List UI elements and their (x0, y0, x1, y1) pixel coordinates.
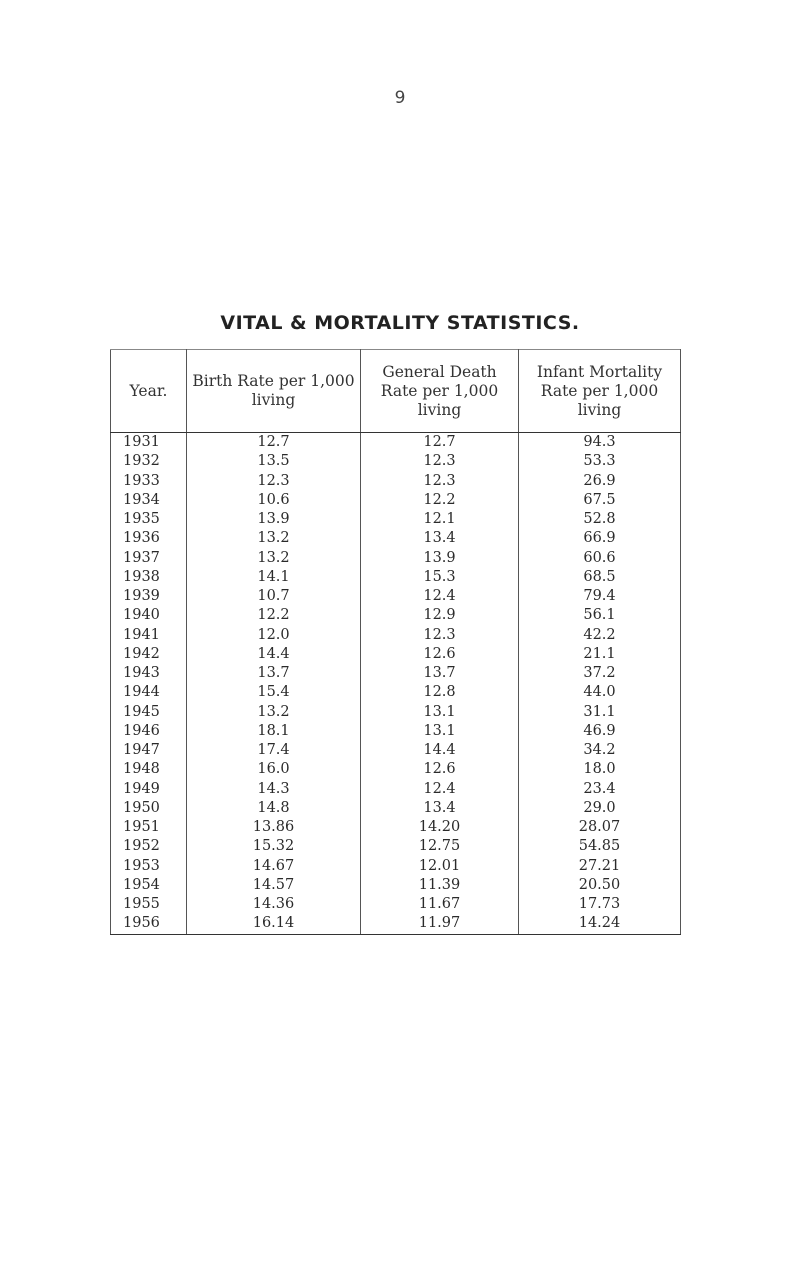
cell-infant-mortality: 21.1 (519, 645, 681, 664)
cell-death-rate: 12.1 (361, 510, 519, 529)
cell-death-rate: 11.97 (361, 914, 519, 934)
cell-year: 1948 (123, 761, 160, 778)
cell-death-rate: 14.4 (361, 741, 519, 760)
cell-infant-mortality: 54.85 (519, 837, 681, 856)
cell-death-rate: 12.3 (361, 452, 519, 471)
cell-birth-rate: 17.4 (187, 741, 361, 760)
table-row (111, 568, 681, 587)
cell-infant-mortality: 66.9 (519, 529, 681, 548)
cell-infant-mortality: 20.50 (519, 876, 681, 895)
cell-birth-rate: 14.3 (187, 780, 361, 799)
cell-year: 1943 (123, 665, 160, 681)
cell-year: 1949 (123, 780, 160, 797)
cell-birth-rate: 12.2 (187, 606, 361, 625)
cell-year: 1947 (123, 742, 160, 758)
cell-infant-mortality: 56.1 (519, 606, 681, 625)
cell-death-rate: 12.4 (361, 780, 519, 799)
cell-year: 1931 (123, 434, 160, 450)
cell-birth-rate: 16.14 (187, 914, 361, 934)
page-title: VITAL & MORTALITY STATISTICS. (220, 312, 580, 334)
cell-birth-rate: 18.1 (187, 722, 361, 741)
cell-year: 1945 (123, 703, 160, 720)
header-birth-rate: Birth Rate per 1,000 living (187, 350, 361, 433)
cell-year: 1933 (123, 472, 160, 489)
cell-infant-mortality: 52.8 (519, 510, 681, 529)
cell-birth-rate: 13.7 (187, 664, 361, 683)
cell-death-rate: 12.3 (361, 626, 519, 645)
cell-year: 1946 (123, 722, 160, 739)
table-row (111, 799, 681, 818)
vital-statistics-table (110, 349, 681, 935)
table-row (111, 529, 681, 548)
cell-infant-mortality: 68.5 (519, 568, 681, 587)
table-row (111, 837, 681, 856)
cell-death-rate: 12.6 (361, 760, 519, 779)
cell-infant-mortality: 44.0 (519, 683, 681, 702)
cell-year: 1935 (123, 511, 160, 527)
cell-death-rate: 13.4 (361, 799, 519, 818)
cell-birth-rate: 16.0 (187, 760, 361, 779)
cell-death-rate: 12.6 (361, 645, 519, 664)
cell-birth-rate: 14.4 (187, 645, 361, 664)
cell-infant-mortality: 28.07 (519, 818, 681, 837)
cell-infant-mortality: 79.4 (519, 587, 681, 606)
cell-infant-mortality: 31.1 (519, 703, 681, 722)
table-row (111, 876, 681, 895)
cell-birth-rate: 14.67 (187, 857, 361, 876)
table-row (111, 452, 681, 471)
cell-death-rate: 13.7 (361, 664, 519, 683)
table-row (111, 549, 681, 568)
cell-infant-mortality: 53.3 (519, 452, 681, 471)
cell-infant-mortality: 46.9 (519, 722, 681, 741)
cell-year: 1952 (123, 838, 160, 855)
cell-year: 1941 (123, 626, 160, 643)
header-year: Year. (111, 350, 187, 433)
cell-infant-mortality: 67.5 (519, 491, 681, 510)
cell-birth-rate: 13.2 (187, 703, 361, 722)
cell-year: 1956 (111, 914, 187, 934)
cell-infant-mortality: 27.21 (519, 857, 681, 876)
cell-infant-mortality: 34.2 (519, 741, 681, 760)
cell-birth-rate: 14.1 (187, 568, 361, 587)
cell-year: 1950 (123, 799, 160, 816)
cell-death-rate: 12.9 (361, 606, 519, 625)
cell-birth-rate: 12.0 (187, 626, 361, 645)
cell-year: 1939 (123, 588, 160, 604)
table-row (111, 760, 681, 779)
cell-infant-mortality: 17.73 (519, 895, 681, 914)
cell-year: 1932 (123, 453, 160, 470)
table-row (111, 722, 681, 741)
cell-death-rate: 13.1 (361, 722, 519, 741)
statistics-table-container (110, 349, 680, 935)
cell-birth-rate: 13.9 (187, 510, 361, 529)
cell-birth-rate: 12.3 (187, 472, 361, 491)
page-number: 9 (394, 88, 406, 108)
table-row (111, 914, 681, 934)
cell-year: 1951 (123, 819, 160, 835)
cell-year: 1954 (123, 876, 160, 893)
cell-year: 1938 (123, 568, 160, 585)
table-row (111, 664, 681, 683)
table-row (111, 510, 681, 529)
cell-year: 1937 (123, 549, 160, 566)
table-header-row (111, 350, 681, 433)
cell-death-rate: 11.67 (361, 895, 519, 914)
cell-year: 1953 (123, 857, 160, 874)
header-infant-mortality: Infant Mortality Rate per 1,000 living (519, 350, 681, 433)
cell-year: 1944 (123, 684, 160, 701)
cell-year: 1942 (123, 645, 160, 662)
table-body (111, 433, 681, 935)
cell-death-rate: 11.39 (361, 876, 519, 895)
cell-year: 1955 (123, 896, 160, 912)
cell-birth-rate: 14.8 (187, 799, 361, 818)
cell-death-rate: 12.8 (361, 683, 519, 702)
table-row (111, 741, 681, 760)
cell-infant-mortality: 23.4 (519, 780, 681, 799)
table-row (111, 780, 681, 799)
table-row (111, 645, 681, 664)
cell-birth-rate: 10.6 (187, 491, 361, 510)
cell-death-rate: 15.3 (361, 568, 519, 587)
table-row (111, 703, 681, 722)
cell-death-rate: 13.4 (361, 529, 519, 548)
cell-death-rate: 12.4 (361, 587, 519, 606)
table-row (111, 433, 681, 453)
cell-birth-rate: 13.2 (187, 529, 361, 548)
cell-infant-mortality: 18.0 (519, 760, 681, 779)
table-row (111, 818, 681, 837)
cell-birth-rate: 12.7 (187, 433, 361, 453)
cell-year: 1934 (123, 491, 160, 508)
cell-death-rate: 12.7 (361, 433, 519, 453)
table-row (111, 606, 681, 625)
cell-infant-mortality: 37.2 (519, 664, 681, 683)
table-row (111, 857, 681, 876)
cell-death-rate: 13.9 (361, 549, 519, 568)
cell-death-rate: 14.20 (361, 818, 519, 837)
cell-year: 1940 (123, 607, 160, 624)
cell-infant-mortality: 94.3 (519, 433, 681, 453)
cell-infant-mortality: 26.9 (519, 472, 681, 491)
cell-death-rate: 12.3 (361, 472, 519, 491)
table-row (111, 472, 681, 491)
table-row (111, 491, 681, 510)
cell-birth-rate: 14.36 (187, 895, 361, 914)
cell-birth-rate: 10.7 (187, 587, 361, 606)
cell-death-rate: 12.75 (361, 837, 519, 856)
cell-year: 1936 (123, 530, 160, 547)
cell-birth-rate: 15.32 (187, 837, 361, 856)
cell-infant-mortality: 60.6 (519, 549, 681, 568)
table-row (111, 895, 681, 914)
cell-birth-rate: 14.57 (187, 876, 361, 895)
cell-birth-rate: 13.5 (187, 452, 361, 471)
table-row (111, 626, 681, 645)
header-death-rate: General Death Rate per 1,000 living (361, 350, 519, 433)
cell-birth-rate: 13.86 (187, 818, 361, 837)
table-row (111, 683, 681, 702)
table-row (111, 587, 681, 606)
cell-infant-mortality: 14.24 (519, 914, 681, 934)
cell-infant-mortality: 29.0 (519, 799, 681, 818)
cell-death-rate: 12.01 (361, 857, 519, 876)
cell-infant-mortality: 42.2 (519, 626, 681, 645)
cell-birth-rate: 15.4 (187, 683, 361, 702)
cell-death-rate: 13.1 (361, 703, 519, 722)
cell-birth-rate: 13.2 (187, 549, 361, 568)
cell-death-rate: 12.2 (361, 491, 519, 510)
